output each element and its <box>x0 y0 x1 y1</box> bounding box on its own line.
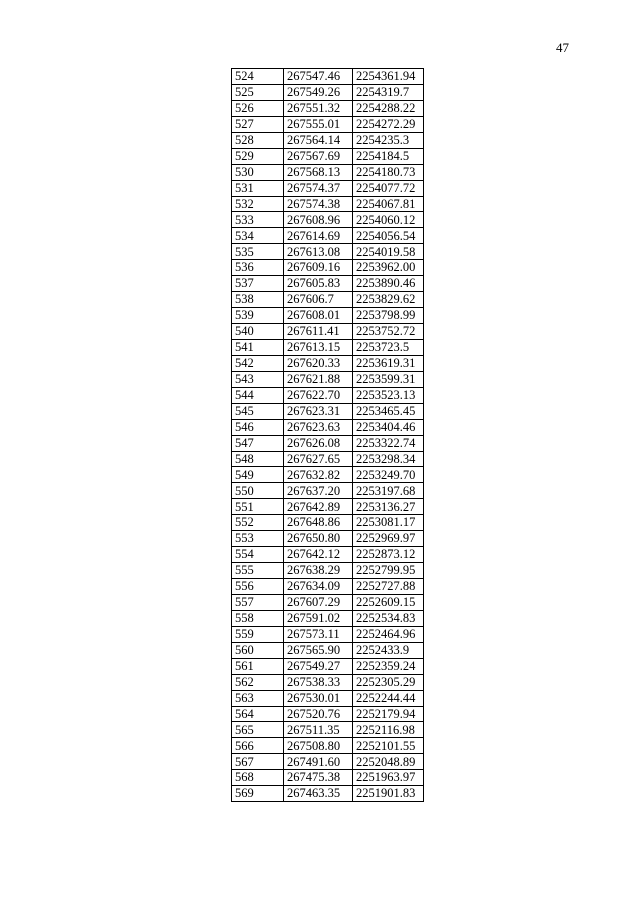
y-coordinate-cell: 2253249.70 <box>353 467 424 483</box>
y-coordinate-cell: 2253322.74 <box>353 435 424 451</box>
x-coordinate-cell: 267573.11 <box>284 626 353 642</box>
table-row <box>232 244 424 260</box>
y-coordinate-cell: 2253723.5 <box>353 339 424 355</box>
x-coordinate-cell: 267549.26 <box>284 84 353 100</box>
table-row <box>232 467 424 483</box>
table-row <box>232 658 424 674</box>
x-coordinate-cell: 267648.86 <box>284 515 353 531</box>
x-coordinate-cell: 267574.37 <box>284 180 353 196</box>
point-number-cell: 537 <box>232 276 284 292</box>
table-row <box>232 786 424 802</box>
table-row <box>232 754 424 770</box>
y-coordinate-cell: 2254060.12 <box>353 212 424 228</box>
table-row <box>232 499 424 515</box>
point-number-cell: 544 <box>232 387 284 403</box>
table-row <box>232 674 424 690</box>
table-row <box>232 196 424 212</box>
table-row <box>232 738 424 754</box>
point-number-cell: 569 <box>232 786 284 802</box>
table-row <box>232 116 424 132</box>
point-number-cell: 545 <box>232 403 284 419</box>
point-number-cell: 530 <box>232 164 284 180</box>
x-coordinate-cell: 267650.80 <box>284 531 353 547</box>
x-coordinate-cell: 267608.96 <box>284 212 353 228</box>
point-number-cell: 532 <box>232 196 284 212</box>
point-number-cell: 556 <box>232 579 284 595</box>
y-coordinate-cell: 2252179.94 <box>353 706 424 722</box>
table-row <box>232 371 424 387</box>
x-coordinate-cell: 267609.16 <box>284 260 353 276</box>
point-number-cell: 539 <box>232 308 284 324</box>
y-coordinate-cell: 2252969.97 <box>353 531 424 547</box>
x-coordinate-cell: 267627.65 <box>284 451 353 467</box>
y-coordinate-cell: 2252609.15 <box>353 594 424 610</box>
y-coordinate-cell: 2252534.83 <box>353 610 424 626</box>
table-row <box>232 308 424 324</box>
x-coordinate-cell: 267642.89 <box>284 499 353 515</box>
x-coordinate-cell: 267613.08 <box>284 244 353 260</box>
x-coordinate-cell: 267491.60 <box>284 754 353 770</box>
y-coordinate-cell: 2254056.54 <box>353 228 424 244</box>
y-coordinate-cell: 2254077.72 <box>353 180 424 196</box>
table-row <box>232 483 424 499</box>
point-number-cell: 546 <box>232 419 284 435</box>
x-coordinate-cell: 267551.32 <box>284 100 353 116</box>
table-row <box>232 276 424 292</box>
point-number-cell: 540 <box>232 324 284 340</box>
x-coordinate-cell: 267555.01 <box>284 116 353 132</box>
table-row <box>232 610 424 626</box>
table-body <box>232 69 424 802</box>
table-row <box>232 531 424 547</box>
point-number-cell: 534 <box>232 228 284 244</box>
point-number-cell: 531 <box>232 180 284 196</box>
x-coordinate-cell: 267623.63 <box>284 419 353 435</box>
y-coordinate-cell: 2254288.22 <box>353 100 424 116</box>
table-row <box>232 164 424 180</box>
point-number-cell: 529 <box>232 148 284 164</box>
point-number-cell: 533 <box>232 212 284 228</box>
x-coordinate-cell: 267530.01 <box>284 690 353 706</box>
point-number-cell: 555 <box>232 563 284 579</box>
table-row <box>232 579 424 595</box>
point-number-cell: 549 <box>232 467 284 483</box>
x-coordinate-cell: 267475.38 <box>284 770 353 786</box>
table-row <box>232 419 424 435</box>
x-coordinate-cell: 267568.13 <box>284 164 353 180</box>
y-coordinate-cell: 2254272.29 <box>353 116 424 132</box>
y-coordinate-cell: 2254235.3 <box>353 132 424 148</box>
y-coordinate-cell: 2254180.73 <box>353 164 424 180</box>
point-number-cell: 564 <box>232 706 284 722</box>
x-coordinate-cell: 267622.70 <box>284 387 353 403</box>
y-coordinate-cell: 2254319.7 <box>353 84 424 100</box>
point-number-cell: 548 <box>232 451 284 467</box>
y-coordinate-cell: 2252433.9 <box>353 642 424 658</box>
table-row <box>232 770 424 786</box>
table-row <box>232 594 424 610</box>
x-coordinate-cell: 267642.12 <box>284 547 353 563</box>
table-row <box>232 515 424 531</box>
table-row <box>232 228 424 244</box>
point-number-cell: 560 <box>232 642 284 658</box>
x-coordinate-cell: 267511.35 <box>284 722 353 738</box>
y-coordinate-cell: 2254067.81 <box>353 196 424 212</box>
point-number-cell: 542 <box>232 355 284 371</box>
page-number: 47 <box>556 40 569 55</box>
table-row <box>232 722 424 738</box>
point-number-cell: 561 <box>232 658 284 674</box>
y-coordinate-cell: 2252305.29 <box>353 674 424 690</box>
point-number-cell: 547 <box>232 435 284 451</box>
x-coordinate-cell: 267606.7 <box>284 292 353 308</box>
point-number-cell: 557 <box>232 594 284 610</box>
y-coordinate-cell: 2252873.12 <box>353 547 424 563</box>
y-coordinate-cell: 2254184.5 <box>353 148 424 164</box>
y-coordinate-cell: 2251963.97 <box>353 770 424 786</box>
point-number-cell: 543 <box>232 371 284 387</box>
table-row <box>232 100 424 116</box>
point-number-cell: 559 <box>232 626 284 642</box>
y-coordinate-cell: 2252799.95 <box>353 563 424 579</box>
x-coordinate-cell: 267614.69 <box>284 228 353 244</box>
y-coordinate-cell: 2253298.34 <box>353 451 424 467</box>
table-row <box>232 563 424 579</box>
point-number-cell: 526 <box>232 100 284 116</box>
x-coordinate-cell: 267637.20 <box>284 483 353 499</box>
y-coordinate-cell: 2251901.83 <box>353 786 424 802</box>
coordinates-table <box>231 68 424 802</box>
table-row <box>232 180 424 196</box>
table-row <box>232 260 424 276</box>
point-number-cell: 563 <box>232 690 284 706</box>
x-coordinate-cell: 267620.33 <box>284 355 353 371</box>
x-coordinate-cell: 267608.01 <box>284 308 353 324</box>
table-row <box>232 642 424 658</box>
x-coordinate-cell: 267564.14 <box>284 132 353 148</box>
table-row <box>232 547 424 563</box>
x-coordinate-cell: 267591.02 <box>284 610 353 626</box>
y-coordinate-cell: 2252359.24 <box>353 658 424 674</box>
table-row <box>232 148 424 164</box>
table-row <box>232 387 424 403</box>
y-coordinate-cell: 2253081.17 <box>353 515 424 531</box>
y-coordinate-cell: 2253136.27 <box>353 499 424 515</box>
y-coordinate-cell: 2253798.99 <box>353 308 424 324</box>
point-number-cell: 536 <box>232 260 284 276</box>
point-number-cell: 565 <box>232 722 284 738</box>
table-row <box>232 212 424 228</box>
table-row <box>232 339 424 355</box>
x-coordinate-cell: 267565.90 <box>284 642 353 658</box>
x-coordinate-cell: 267623.31 <box>284 403 353 419</box>
y-coordinate-cell: 2252116.98 <box>353 722 424 738</box>
x-coordinate-cell: 267520.76 <box>284 706 353 722</box>
x-coordinate-cell: 267549.27 <box>284 658 353 674</box>
table-row <box>232 626 424 642</box>
y-coordinate-cell: 2253465.45 <box>353 403 424 419</box>
x-coordinate-cell: 267638.29 <box>284 563 353 579</box>
y-coordinate-cell: 2252048.89 <box>353 754 424 770</box>
point-number-cell: 535 <box>232 244 284 260</box>
table-row <box>232 324 424 340</box>
point-number-cell: 527 <box>232 116 284 132</box>
x-coordinate-cell: 267463.35 <box>284 786 353 802</box>
y-coordinate-cell: 2253197.68 <box>353 483 424 499</box>
y-coordinate-cell: 2253619.31 <box>353 355 424 371</box>
y-coordinate-cell: 2253890.46 <box>353 276 424 292</box>
y-coordinate-cell: 2253523.13 <box>353 387 424 403</box>
point-number-cell: 550 <box>232 483 284 499</box>
point-number-cell: 528 <box>232 132 284 148</box>
x-coordinate-cell: 267626.08 <box>284 435 353 451</box>
x-coordinate-cell: 267634.09 <box>284 579 353 595</box>
x-coordinate-cell: 267574.38 <box>284 196 353 212</box>
point-number-cell: 558 <box>232 610 284 626</box>
x-coordinate-cell: 267611.41 <box>284 324 353 340</box>
point-number-cell: 525 <box>232 84 284 100</box>
table-row <box>232 84 424 100</box>
x-coordinate-cell: 267508.80 <box>284 738 353 754</box>
y-coordinate-cell: 2252727.88 <box>353 579 424 595</box>
y-coordinate-cell: 2253829.62 <box>353 292 424 308</box>
table-row <box>232 132 424 148</box>
table-row <box>232 451 424 467</box>
table-row <box>232 69 424 85</box>
x-coordinate-cell: 267547.46 <box>284 69 353 85</box>
table-row <box>232 292 424 308</box>
point-number-cell: 553 <box>232 531 284 547</box>
y-coordinate-cell: 2252464.96 <box>353 626 424 642</box>
y-coordinate-cell: 2253752.72 <box>353 324 424 340</box>
point-number-cell: 524 <box>232 69 284 85</box>
point-number-cell: 567 <box>232 754 284 770</box>
table-row <box>232 690 424 706</box>
point-number-cell: 541 <box>232 339 284 355</box>
y-coordinate-cell: 2253599.31 <box>353 371 424 387</box>
table-row <box>232 403 424 419</box>
point-number-cell: 551 <box>232 499 284 515</box>
x-coordinate-cell: 267621.88 <box>284 371 353 387</box>
point-number-cell: 538 <box>232 292 284 308</box>
x-coordinate-cell: 267607.29 <box>284 594 353 610</box>
x-coordinate-cell: 267605.83 <box>284 276 353 292</box>
point-number-cell: 552 <box>232 515 284 531</box>
x-coordinate-cell: 267613.15 <box>284 339 353 355</box>
point-number-cell: 566 <box>232 738 284 754</box>
point-number-cell: 554 <box>232 547 284 563</box>
point-number-cell: 568 <box>232 770 284 786</box>
y-coordinate-cell: 2253962.00 <box>353 260 424 276</box>
y-coordinate-cell: 2254361.94 <box>353 69 424 85</box>
x-coordinate-cell: 267632.82 <box>284 467 353 483</box>
table-row <box>232 706 424 722</box>
y-coordinate-cell: 2254019.58 <box>353 244 424 260</box>
y-coordinate-cell: 2252244.44 <box>353 690 424 706</box>
x-coordinate-cell: 267567.69 <box>284 148 353 164</box>
y-coordinate-cell: 2252101.55 <box>353 738 424 754</box>
point-number-cell: 562 <box>232 674 284 690</box>
y-coordinate-cell: 2253404.46 <box>353 419 424 435</box>
x-coordinate-cell: 267538.33 <box>284 674 353 690</box>
table-row <box>232 355 424 371</box>
table-row <box>232 435 424 451</box>
